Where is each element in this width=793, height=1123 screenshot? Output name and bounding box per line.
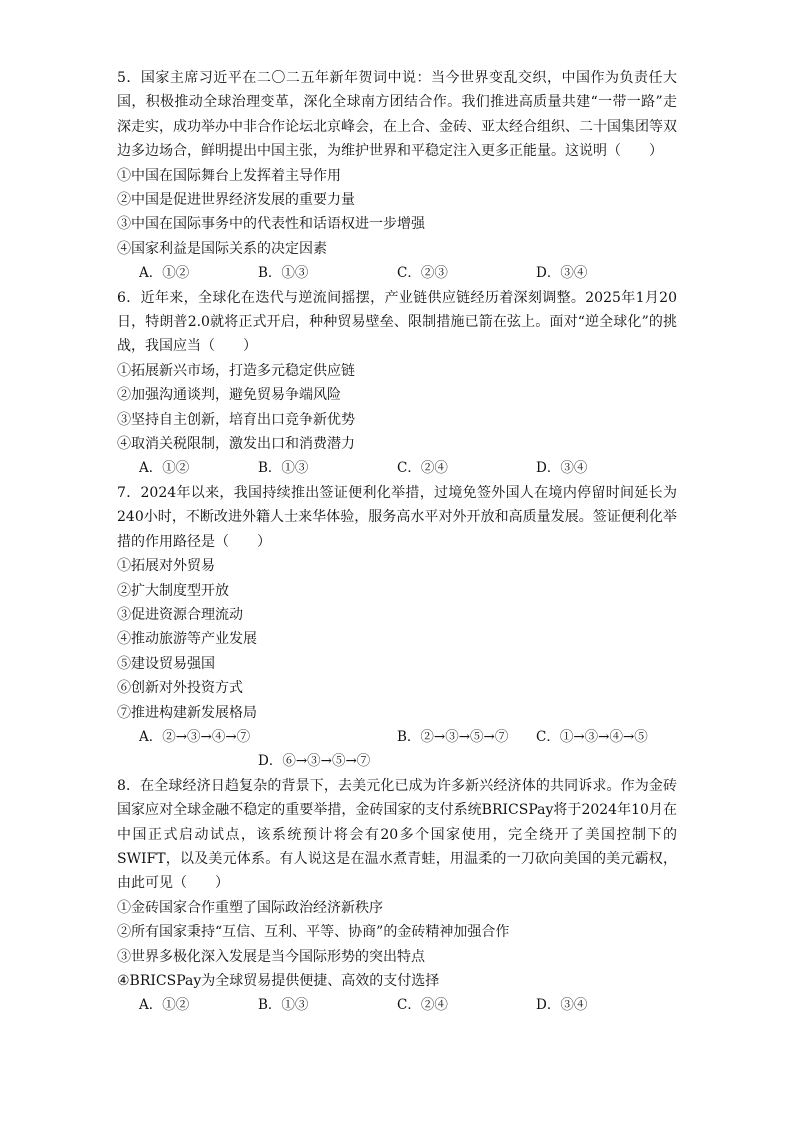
option-c[interactable]: C．②④	[397, 460, 448, 477]
statement: ②中国是促进世界经济发展的重要力量	[117, 192, 355, 209]
answer-options	[117, 993, 677, 1017]
option-b[interactable]: B．①③	[258, 460, 309, 477]
question-5	[117, 66, 677, 286]
answer-options	[117, 456, 677, 480]
statement: ①金砖国家合作重塑了国际政治经济新秩序	[117, 899, 383, 916]
statement: ①拓展新兴市场，打造多元稳定供应链	[117, 362, 355, 379]
option-c[interactable]: C．②④	[397, 997, 448, 1014]
question-stem: 8．在全球经济日趋复杂的背景下，去美元化已成为许多新兴经济体的共同诉求。作为金砖国家应对全球金融不稳定的重要举措，金砖国家的支付系统BRICSPay将于2024年10月在中国正式启动试点，该系统预计将会有20多个国家使用，完全绕开了美国控制下的SWIFT，以及美元体系。有人说这是在温水煮青蛙，用温柔的一刀砍向美国的美元霸权，由此可见（ ）	[117, 777, 677, 892]
option-c[interactable]: C．②③	[397, 265, 448, 282]
question-stem: 7．2024年以来，我国持续推出签证便利化举措，过境免签外国人在境内停留时间延长为240小时，不断改进外籍人士来华体验，服务高水平对外开放和高质量发展。签证便利化举措的作用路径是（ ）	[117, 484, 677, 550]
question-7	[117, 481, 677, 774]
statement: ①拓展对外贸易	[117, 558, 215, 575]
question-stem: 6．近年来，全球化在迭代与逆流间摇摆，产业链供应链经历着深刻调整。2025年1月20日，特朗普2.0就将正式开启，种种贸易壁垒、限制措施已箭在弦上。面对“逆全球化”的挑战，我国应当（ ）	[117, 289, 677, 355]
statement: ③坚持自主创新，培育出口竞争新优势	[117, 411, 355, 428]
option-b[interactable]: B．②→③→⑤→⑦	[397, 728, 509, 745]
statement: ⑥创新对外投资方式	[117, 680, 243, 697]
statement: ④取消关税限制，激发出口和消费潜力	[117, 436, 355, 453]
statement: ④国家利益是国际关系的决定因素	[117, 240, 327, 257]
answer-options	[117, 725, 677, 749]
statement: ③促进资源合理流动	[117, 606, 243, 623]
option-d[interactable]: D．③④	[536, 460, 588, 477]
statement: ④推动旅游等产业发展	[117, 631, 257, 648]
question-6	[117, 286, 677, 481]
statement: ②加强沟通谈判，避免贸易争端风险	[117, 387, 341, 404]
option-b[interactable]: B．①③	[258, 265, 309, 282]
option-c[interactable]: C．①→③→④→⑤	[536, 728, 648, 745]
statement: ②所有国家秉持“互信、互利、平等、协商”的金砖精神加强合作	[117, 924, 510, 941]
option-a[interactable]: A．①②	[139, 997, 190, 1014]
answer-options	[117, 749, 677, 773]
statement: ④BRICSPay为全球贸易提供便捷、高效的支付选择	[117, 972, 440, 989]
statement: ⑤建设贸易强国	[117, 655, 215, 672]
option-a[interactable]: A．①②	[139, 265, 190, 282]
answer-options	[117, 261, 677, 285]
statement: ②扩大制度型开放	[117, 582, 229, 599]
option-d[interactable]: D．③④	[536, 997, 588, 1014]
statement: ③中国在国际事务中的代表性和话语权进一步增强	[117, 216, 425, 233]
option-a[interactable]: A．②→③→④→⑦	[139, 728, 251, 745]
question-8	[117, 774, 677, 1018]
statement: ③世界多极化深入发展是当今国际形势的突出特点	[117, 948, 425, 965]
statement: ①中国在国际舞台上发挥着主导作用	[117, 167, 341, 184]
option-b[interactable]: B．①③	[258, 997, 309, 1014]
question-stem: 5．国家主席习近平在二〇二五年新年贺词中说：当今世界变乱交织，中国作为负责任大国，积极推动全球治理变革，深化全球南方团结合作。我们推进高质量共建“一带一路”走深走实，成功举办中非合作论坛北京峰会，在上合、金砖、亚太经合组织、二十国集团等双边多边场合，鲜明提出中国主张，为维护世界和平稳定注入更多正能量。这说明（ ）	[117, 70, 677, 160]
option-d[interactable]: D．③④	[536, 265, 588, 282]
exam-page	[117, 66, 677, 1018]
option-d[interactable]: D．⑥→③→⑤→⑦	[258, 753, 371, 770]
option-a[interactable]: A．①②	[139, 460, 190, 477]
statement: ⑦推进构建新发展格局	[117, 704, 257, 721]
